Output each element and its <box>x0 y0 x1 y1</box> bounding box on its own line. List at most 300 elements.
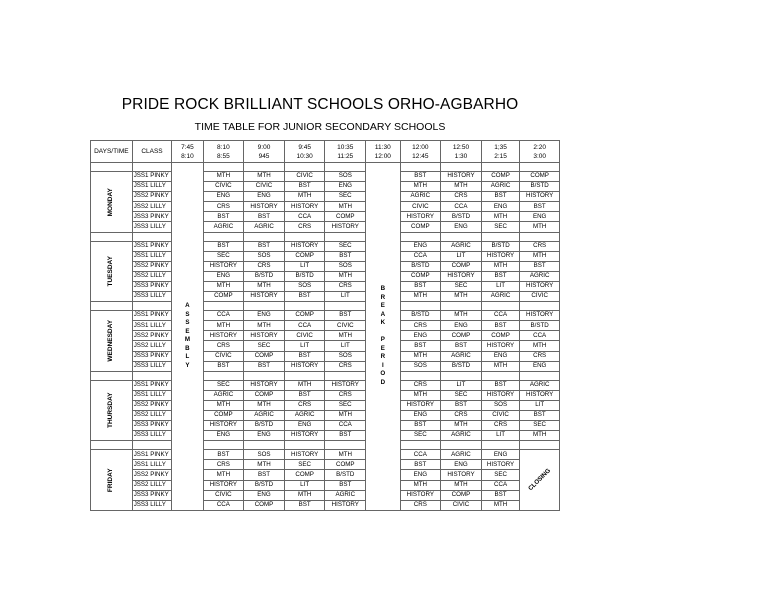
subject-cell: HISTORY <box>481 460 520 470</box>
time-start: 7:45 <box>181 143 194 151</box>
subject-cell: LIT <box>284 261 325 271</box>
break-letter: A <box>380 310 386 318</box>
gap-cell <box>481 163 520 172</box>
subject-cell: MTH <box>400 182 441 192</box>
subject-cell: CCA <box>520 331 560 341</box>
timetable-row <box>91 351 560 361</box>
subject-cell: BST <box>284 351 325 361</box>
subject-cell: COMP <box>203 292 244 302</box>
subject-cell: HISTORY <box>244 380 285 390</box>
subject-cell: BST <box>244 241 285 251</box>
gap-cell <box>400 441 441 450</box>
time-start: 11:30 <box>374 143 391 151</box>
header-time-slot <box>203 141 244 163</box>
subject-cell: B/STD <box>400 261 441 271</box>
header-time-slot <box>520 141 560 163</box>
subject-cell: BST <box>325 251 366 261</box>
time-start: 10:35 <box>337 143 354 151</box>
subject-cell: LIT <box>481 281 520 291</box>
timetable-row <box>91 490 560 500</box>
gap-cell <box>400 163 441 172</box>
class-name: JSS3 LILLY <box>132 292 172 302</box>
subject-cell: CRS <box>520 241 560 251</box>
page-subtitle: TIME TABLE FOR JUNIOR SECONDARY SCHOOLS <box>194 121 446 133</box>
day-label-wednesday <box>91 311 133 372</box>
subject-cell: LIT <box>520 400 560 410</box>
header-time-slot <box>325 141 366 163</box>
gap-cell <box>203 302 244 311</box>
subject-cell: AGRIC <box>520 271 560 281</box>
header-days-time: DAYS/TIME <box>91 141 133 163</box>
subject-cell: BST <box>481 192 520 202</box>
subject-cell: HISTORY <box>203 480 244 490</box>
timetable-row <box>91 331 560 341</box>
day-gap-row <box>91 371 560 380</box>
subject-cell: CCA <box>203 500 244 510</box>
gap-cell <box>325 302 366 311</box>
subject-cell: BST <box>441 400 482 410</box>
subject-cell: CRS <box>203 341 244 351</box>
gap-cell <box>91 232 133 241</box>
subject-cell: MTH <box>441 182 482 192</box>
subject-cell: LIT <box>284 480 325 490</box>
gap-cell <box>400 232 441 241</box>
header-time-slot <box>441 141 482 163</box>
class-name: JSS2 PINKY <box>132 470 172 480</box>
timetable-row <box>91 460 560 470</box>
break-period-column <box>366 163 400 511</box>
subject-cell: HISTORY <box>244 202 285 212</box>
subject-cell: BST <box>400 281 441 291</box>
timetable-row <box>91 500 560 510</box>
time-start: 12:00 <box>412 143 429 151</box>
subject-cell: MTH <box>203 172 244 182</box>
subject-cell: HISTORY <box>400 212 441 222</box>
class-name: JSS1 LILLY <box>132 251 172 261</box>
gap-cell <box>284 232 325 241</box>
gap-cell <box>91 441 133 450</box>
assembly-letter: S <box>185 319 190 327</box>
subject-cell: CRS <box>520 351 560 361</box>
break-letter: B <box>380 285 386 293</box>
subject-cell: SOS <box>325 261 366 271</box>
break-letter: E <box>380 344 385 352</box>
day-name: THURSDAY <box>107 392 115 429</box>
subject-cell: BST <box>284 182 325 192</box>
gap-cell <box>91 371 133 380</box>
subject-cell: CIVIC <box>203 490 244 500</box>
time-end: 1:30 <box>454 152 468 160</box>
subject-cell: ENG <box>325 182 366 192</box>
class-name: JSS2 PINKY <box>132 400 172 410</box>
subject-cell: MTH <box>325 331 366 341</box>
assembly-letter: B <box>185 344 190 352</box>
subject-cell: MTH <box>203 321 244 331</box>
subject-cell: BST <box>400 341 441 351</box>
subject-cell: HISTORY <box>203 261 244 271</box>
subject-cell: HISTORY <box>284 241 325 251</box>
subject-cell: CCA <box>481 311 520 321</box>
assembly-letter: A <box>185 302 190 310</box>
subject-cell: BST <box>400 421 441 431</box>
subject-cell: AGRIC <box>203 222 244 232</box>
subject-cell: CIVIC <box>244 182 285 192</box>
subject-cell: HISTORY <box>400 490 441 500</box>
subject-cell: SOS <box>325 172 366 182</box>
class-name: JSS2 PINKY <box>132 192 172 202</box>
subject-cell: CRS <box>284 222 325 232</box>
subject-cell: BST <box>325 311 366 321</box>
header-time-slot <box>244 141 285 163</box>
subject-cell: HISTORY <box>520 192 560 202</box>
subject-cell: MTH <box>203 470 244 480</box>
break-letter: D <box>380 378 386 386</box>
break-letter: E <box>380 302 385 310</box>
subject-cell: SOS <box>400 361 441 371</box>
subject-cell: COMP <box>203 410 244 420</box>
subject-cell: ENG <box>520 212 560 222</box>
subject-cell: BST <box>203 241 244 251</box>
subject-cell: ENG <box>203 271 244 281</box>
subject-cell: BST <box>520 202 560 212</box>
gap-cell <box>400 371 441 380</box>
subject-cell: MTH <box>284 490 325 500</box>
subject-cell: AGRIC <box>325 490 366 500</box>
subject-cell: CCA <box>400 450 441 460</box>
day-label-thursday <box>91 380 133 441</box>
timetable-row <box>91 251 560 261</box>
subject-cell: CRS <box>284 400 325 410</box>
time-end: 3:00 <box>533 152 546 160</box>
subject-cell: B/STD <box>441 361 482 371</box>
subject-cell: HISTORY <box>481 390 520 400</box>
subject-cell: HISTORY <box>284 361 325 371</box>
subject-cell: CCA <box>400 251 441 261</box>
subject-cell: ENG <box>244 490 285 500</box>
gap-cell <box>441 163 482 172</box>
header-class: CLASS <box>132 141 172 163</box>
gap-cell <box>244 441 285 450</box>
gap-cell <box>132 371 172 380</box>
class-name: JSS2 LILLY <box>132 202 172 212</box>
subject-cell: BST <box>481 490 520 500</box>
subject-cell: SEC <box>325 241 366 251</box>
timetable-row <box>91 341 560 351</box>
gap-cell <box>481 441 520 450</box>
subject-cell: HISTORY <box>520 390 560 400</box>
header-row <box>91 141 560 163</box>
gap-cell <box>244 371 285 380</box>
gap-cell <box>132 163 172 172</box>
subject-cell: BST <box>481 321 520 331</box>
gap-cell <box>325 371 366 380</box>
break-letter: K <box>380 319 386 327</box>
break-letter: I <box>381 361 384 369</box>
timetable-row <box>91 390 560 400</box>
subject-cell: B/STD <box>244 480 285 490</box>
subject-cell: BST <box>284 292 325 302</box>
subject-cell: HISTORY <box>481 341 520 351</box>
break-letter: P <box>380 336 385 344</box>
break-letter: R <box>380 293 386 301</box>
timetable-row <box>91 470 560 480</box>
page-title: PRIDE ROCK BRILLIANT SCHOOLS ORHO-AGBARHO <box>121 96 519 113</box>
timetable-row <box>91 421 560 431</box>
subject-cell: SEC <box>203 380 244 390</box>
subject-cell: AGRIC <box>441 431 482 441</box>
timetable-row <box>91 182 560 192</box>
subject-cell: COMP <box>481 331 520 341</box>
subject-cell: B/STD <box>325 470 366 480</box>
subject-cell: B/STD <box>481 241 520 251</box>
closing-cell <box>520 450 560 511</box>
time-end: 2:15 <box>494 152 507 160</box>
class-name: JSS2 PINKY <box>132 331 172 341</box>
subject-cell: ENG <box>400 410 441 420</box>
subject-cell: COMP <box>481 172 520 182</box>
subject-cell: BST <box>284 500 325 510</box>
subject-cell: HISTORY <box>325 500 366 510</box>
gap-cell <box>520 232 560 241</box>
subject-cell: MTH <box>441 421 482 431</box>
subject-cell: SEC <box>203 251 244 261</box>
subject-cell: BST <box>203 361 244 371</box>
subject-cell: BST <box>244 470 285 480</box>
class-name: JSS2 LILLY <box>132 341 172 351</box>
subject-cell: COMP <box>325 460 366 470</box>
gap-cell <box>203 163 244 172</box>
subject-cell: CCA <box>441 202 482 212</box>
subject-cell: AGRIC <box>400 192 441 202</box>
subject-cell: MTH <box>284 192 325 202</box>
gap-cell <box>91 163 133 172</box>
subject-cell: ENG <box>400 331 441 341</box>
subject-cell: BST <box>441 341 482 351</box>
subject-cell: AGRIC <box>441 351 482 361</box>
subject-cell: COMP <box>325 212 366 222</box>
subject-cell: SOS <box>244 450 285 460</box>
class-name: JSS3 PINKY <box>132 421 172 431</box>
subject-cell: BST <box>325 480 366 490</box>
day-gap-row <box>91 232 560 241</box>
subject-cell: SEC <box>284 460 325 470</box>
subject-cell: MTH <box>244 281 285 291</box>
subject-cell: LIT <box>325 341 366 351</box>
gap-cell <box>132 302 172 311</box>
subject-cell: B/STD <box>520 182 560 192</box>
subject-cell: HISTORY <box>400 400 441 410</box>
gap-cell <box>325 441 366 450</box>
timetable-row <box>91 450 560 460</box>
subject-cell: CIVIC <box>284 331 325 341</box>
subject-cell: SOS <box>284 281 325 291</box>
assembly-letter: L <box>185 353 190 361</box>
subject-cell: MTH <box>244 321 285 331</box>
time-end: 945 <box>258 152 270 160</box>
day-name: WEDNESDAY <box>107 319 115 362</box>
subject-cell: CCA <box>325 421 366 431</box>
gap-cell <box>441 232 482 241</box>
subject-cell: MTH <box>244 460 285 470</box>
subject-cell: COMP <box>244 500 285 510</box>
subject-cell: COMP <box>441 261 482 271</box>
gap-cell <box>91 302 133 311</box>
gap-cell <box>520 163 560 172</box>
gap-cell <box>132 441 172 450</box>
time-start: 2:20 <box>533 143 546 151</box>
subject-cell: BST <box>203 212 244 222</box>
subject-cell: MTH <box>203 281 244 291</box>
gap-cell <box>520 302 560 311</box>
timetable-row <box>91 212 560 222</box>
subject-cell: ENG <box>244 311 285 321</box>
gap-cell <box>284 302 325 311</box>
time-end: 10:30 <box>296 152 313 160</box>
subject-cell: COMP <box>441 331 482 341</box>
subject-cell: SEC <box>244 341 285 351</box>
timetable-row <box>91 321 560 331</box>
subject-cell: AGRIC <box>481 292 520 302</box>
subject-cell: HISTORY <box>520 311 560 321</box>
subject-cell: BST <box>325 431 366 441</box>
subject-cell: CCA <box>203 311 244 321</box>
subject-cell: MTH <box>441 292 482 302</box>
subject-cell: SEC <box>520 421 560 431</box>
subject-cell: LIT <box>441 380 482 390</box>
subject-cell: AGRIC <box>520 380 560 390</box>
day-name: TUESDAY <box>107 256 115 287</box>
timetable-row <box>91 292 560 302</box>
day-gap-row <box>91 302 560 311</box>
class-name: JSS2 LILLY <box>132 271 172 281</box>
subject-cell: ENG <box>441 460 482 470</box>
subject-cell: ENG <box>481 351 520 361</box>
class-name: JSS1 PINKY <box>132 241 172 251</box>
subject-cell: SEC <box>325 192 366 202</box>
subject-cell: MTH <box>481 261 520 271</box>
subject-cell: COMP <box>400 271 441 281</box>
timetable-row <box>91 400 560 410</box>
assembly-letter: Y <box>185 361 190 369</box>
subject-cell: AGRIC <box>244 222 285 232</box>
day-gap-row <box>91 163 560 172</box>
subject-cell: COMP <box>244 390 285 400</box>
gap-cell <box>400 302 441 311</box>
timetable-row <box>91 241 560 251</box>
subject-cell: HISTORY <box>520 281 560 291</box>
subject-cell: CIVIC <box>284 172 325 182</box>
subject-cell: BST <box>203 450 244 460</box>
timetable-row <box>91 202 560 212</box>
subject-cell: CIVIC <box>325 321 366 331</box>
assembly-column <box>172 163 203 511</box>
time-start: 8:10 <box>217 143 230 151</box>
subject-cell: BST <box>481 271 520 281</box>
subject-cell: MTH <box>520 251 560 261</box>
subject-cell: HISTORY <box>441 271 482 281</box>
header-time-slot <box>172 141 203 163</box>
subject-cell: CIVIC <box>400 202 441 212</box>
gap-cell <box>244 302 285 311</box>
time-end: 8:10 <box>181 152 194 160</box>
gap-cell <box>441 302 482 311</box>
subject-cell: B/STD <box>244 271 285 281</box>
subject-cell: MTH <box>284 380 325 390</box>
subject-cell: MTH <box>325 202 366 212</box>
subject-cell: AGRIC <box>441 450 482 460</box>
subject-cell: CIVIC <box>203 351 244 361</box>
subject-cell: CRS <box>203 202 244 212</box>
subject-cell: BST <box>520 261 560 271</box>
subject-cell: CRS <box>400 500 441 510</box>
subject-cell: CRS <box>441 410 482 420</box>
subject-cell: HISTORY <box>203 421 244 431</box>
gap-cell <box>244 163 285 172</box>
gap-cell <box>481 371 520 380</box>
day-label-tuesday <box>91 241 133 302</box>
class-name: JSS3 PINKY <box>132 490 172 500</box>
subject-cell: MTH <box>325 450 366 460</box>
subject-cell: MTH <box>520 222 560 232</box>
subject-cell: SEC <box>481 222 520 232</box>
class-name: JSS3 PINKY <box>132 281 172 291</box>
class-name: JSS1 PINKY <box>132 311 172 321</box>
gap-cell <box>325 232 366 241</box>
subject-cell: BST <box>400 172 441 182</box>
subject-cell: COMP <box>284 251 325 261</box>
subject-cell: MTH <box>400 292 441 302</box>
subject-cell: CRS <box>203 460 244 470</box>
gap-cell <box>203 232 244 241</box>
subject-cell: CIVIC <box>203 182 244 192</box>
time-start: 1;35 <box>494 143 507 151</box>
subject-cell: COMP <box>400 222 441 232</box>
subject-cell: HISTORY <box>203 331 244 341</box>
timetable-row <box>91 410 560 420</box>
subject-cell: COMP <box>244 351 285 361</box>
timetable-row <box>91 192 560 202</box>
time-end: 12:45 <box>412 152 429 160</box>
subject-cell: B/STD <box>520 321 560 331</box>
subject-cell: B/STD <box>441 212 482 222</box>
gap-cell <box>203 371 244 380</box>
subject-cell: ENG <box>441 222 482 232</box>
class-name: JSS3 LILLY <box>132 361 172 371</box>
subject-cell: MTH <box>325 271 366 281</box>
subject-cell: MTH <box>400 480 441 490</box>
subject-cell: CRS <box>441 192 482 202</box>
class-name: JSS1 LILLY <box>132 460 172 470</box>
class-name: JSS3 PINKY <box>132 351 172 361</box>
subject-cell: SEC <box>481 470 520 480</box>
time-end: 11:25 <box>337 152 354 160</box>
gap-cell <box>284 441 325 450</box>
timetable-row <box>91 271 560 281</box>
subject-cell: CIVIC <box>441 500 482 510</box>
timetable-row <box>91 172 560 182</box>
subject-cell: HISTORY <box>441 172 482 182</box>
subject-cell: CIVIC <box>481 410 520 420</box>
class-name: JSS3 LILLY <box>132 222 172 232</box>
subject-cell: B/STD <box>400 311 441 321</box>
subject-cell: ENG <box>481 450 520 460</box>
subject-cell: ENG <box>400 241 441 251</box>
subject-cell: AGRIC <box>441 241 482 251</box>
assembly-letter: M <box>184 336 190 344</box>
subject-cell: CRS <box>244 261 285 271</box>
subject-cell: MTH <box>520 431 560 441</box>
subject-cell: MTH <box>481 212 520 222</box>
